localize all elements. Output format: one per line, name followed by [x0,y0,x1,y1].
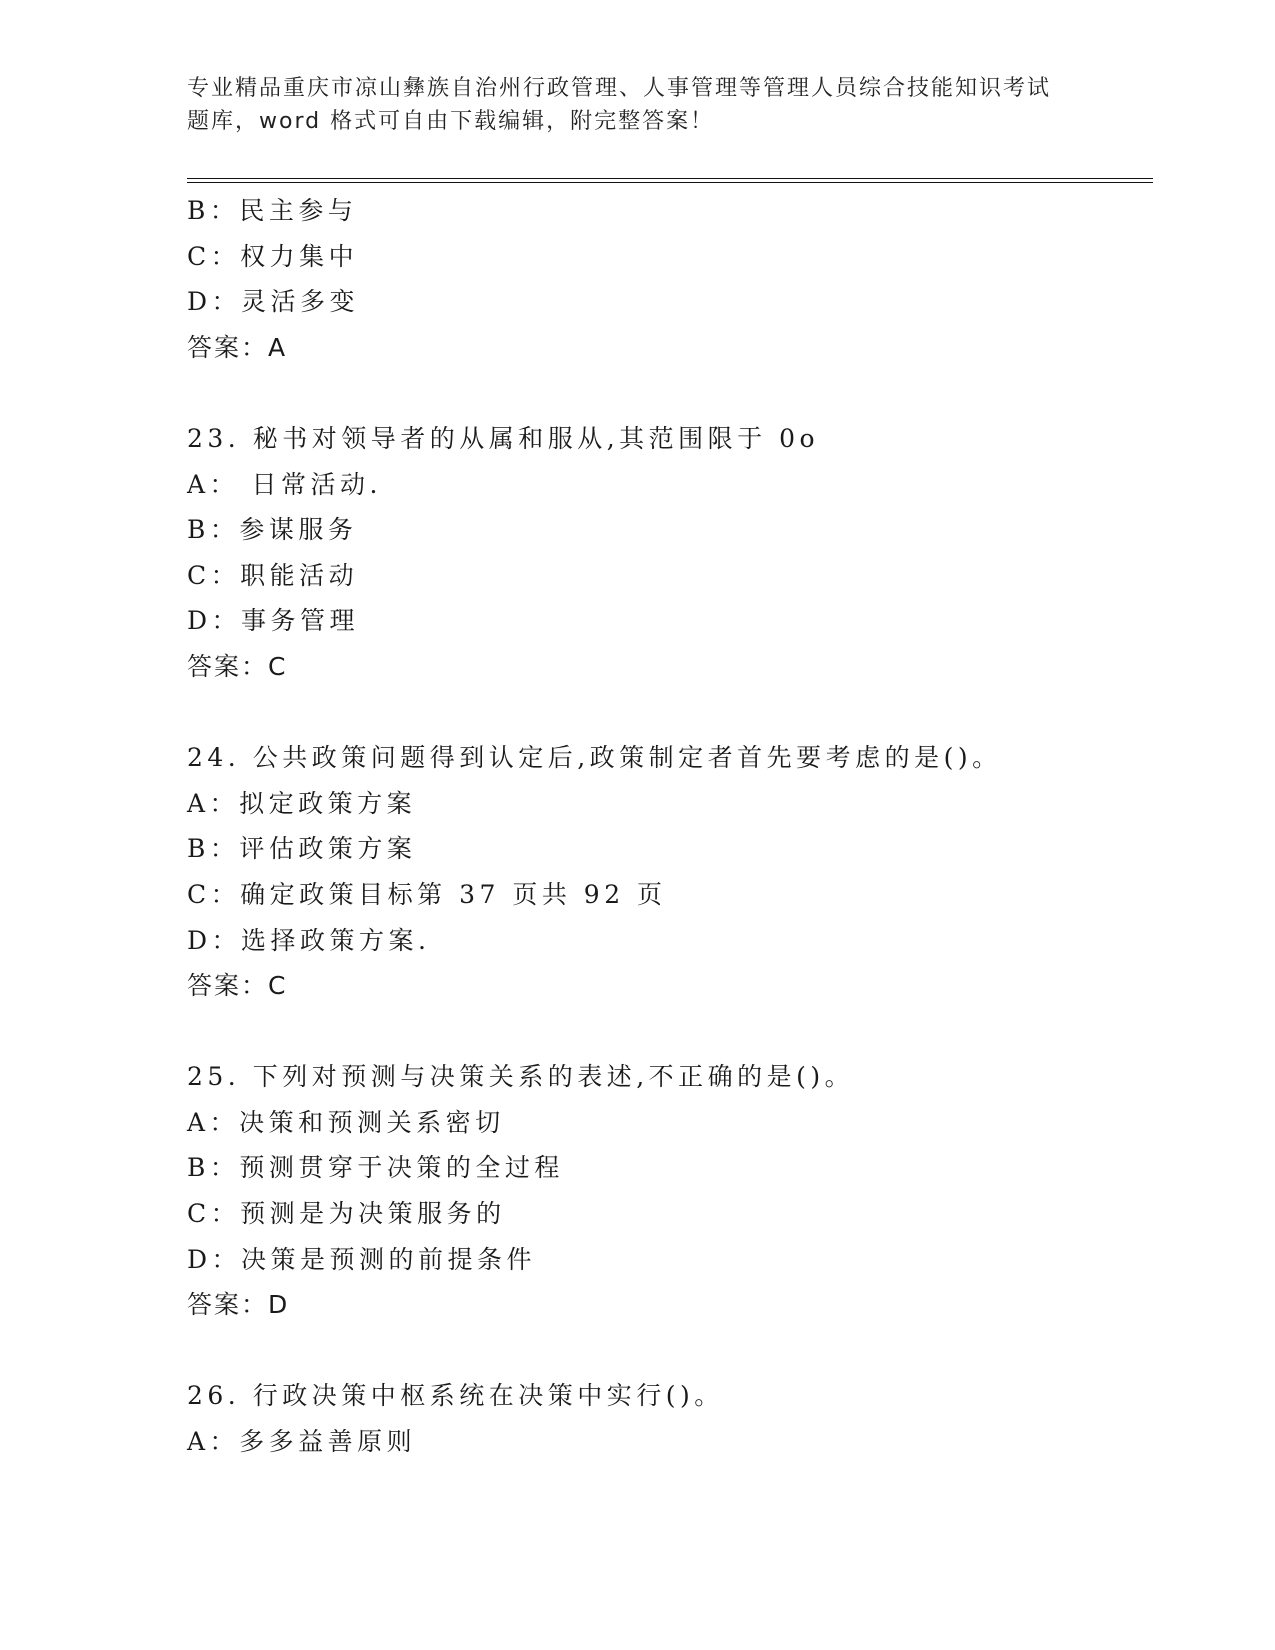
option-text: 决策是预测的前提条件 [241,1244,537,1274]
header-divider-top [187,178,1153,179]
option-d [187,279,1137,325]
option-a [187,1419,1137,1465]
option-b [187,826,1137,872]
option-label: D： [187,287,242,317]
question-number: 25. [187,1062,241,1092]
option-text: 民主参与 [239,196,358,225]
option-label: B： [187,515,240,545]
option-text: 灵活多变 [241,287,360,317]
question-text: 公共政策问题得到认定后,政策制定者首先要考虑的是()。 [252,743,1002,773]
question-23 [187,416,1137,690]
option-label: A： [187,469,240,499]
question-stem [187,1373,1137,1419]
option-d [187,918,1137,964]
answer-line: 答案：C [187,971,288,1001]
option-b [187,188,1137,234]
question-number: 26. [187,1381,241,1411]
option-c [187,872,1137,918]
question-stem [187,416,1137,462]
question-stem [187,1054,1137,1100]
option-text: 日常活动. [239,469,382,499]
option-text: 选择政策方案. [241,925,431,955]
option-label: A： [187,1107,240,1137]
option-text: 职能活动 [240,560,359,590]
option-label: B： [187,196,240,225]
option-label: D： [187,925,242,955]
option-label: B： [187,1153,240,1183]
question-number: 23. [187,423,241,453]
option-a [187,781,1137,827]
option-a [187,462,1137,508]
spacer [187,1328,1137,1374]
answer-line: 答案：A [187,332,288,362]
answer-line: 答案：C [187,651,288,681]
option-label: C： [187,879,241,909]
option-text: 权力集中 [240,241,359,271]
option-label: D： [187,1244,242,1274]
option-text: 确定政策目标第 37 页共 92 页 [240,879,667,909]
question-number: 24. [187,743,241,773]
option-c [187,553,1137,599]
question-25 [187,1054,1137,1328]
option-text: 预测贯穿于决策的全过程 [239,1153,564,1183]
option-label: C： [187,1199,241,1229]
option-a [187,1100,1137,1146]
question-24 [187,735,1137,1009]
option-d [187,598,1137,644]
question-text: 秘书对领导者的从属和服从,其范围限于 0o [252,423,820,453]
option-text: 评估政策方案 [239,834,417,864]
option-b [187,507,1137,553]
header-title-line-1: 专业精品重庆市凉山彝族自治州行政管理、人事管理等管理人员综合技能知识考试 [187,76,1052,101]
option-label: D： [187,606,242,636]
option-b [187,1145,1137,1191]
spacer [187,370,1137,416]
option-text: 事务管理 [241,606,360,636]
option-text: 多多益善原则 [239,1427,417,1457]
option-text: 参谋服务 [239,515,358,545]
document-header [187,72,1087,138]
option-text: 决策和预测关系密切 [239,1107,505,1137]
header-divider-bottom [187,182,1153,183]
question-stem [187,735,1137,781]
question-list [187,188,1137,1465]
question-26 [187,1373,1137,1464]
spacer [187,690,1137,736]
option-d [187,1237,1137,1283]
answer-line: 答案：D [187,1290,290,1320]
option-label: C： [187,241,241,271]
option-c [187,234,1137,280]
option-text: 预测是为决策服务的 [240,1199,506,1229]
question-text: 行政决策中枢系统在决策中实行()。 [252,1381,724,1411]
option-label: A： [187,1427,240,1457]
header-title-line-2: 题库，word 格式可自由下载编辑，附完整答案！ [187,109,715,134]
option-text: 拟定政策方案 [239,788,417,818]
option-c [187,1191,1137,1237]
question-22 [187,188,1137,370]
spacer [187,1009,1137,1055]
option-label: A： [187,788,240,818]
option-label: C： [187,560,241,590]
question-text: 下列对预测与决策关系的表述,不正确的是()。 [252,1062,855,1092]
option-label: B： [187,834,240,864]
